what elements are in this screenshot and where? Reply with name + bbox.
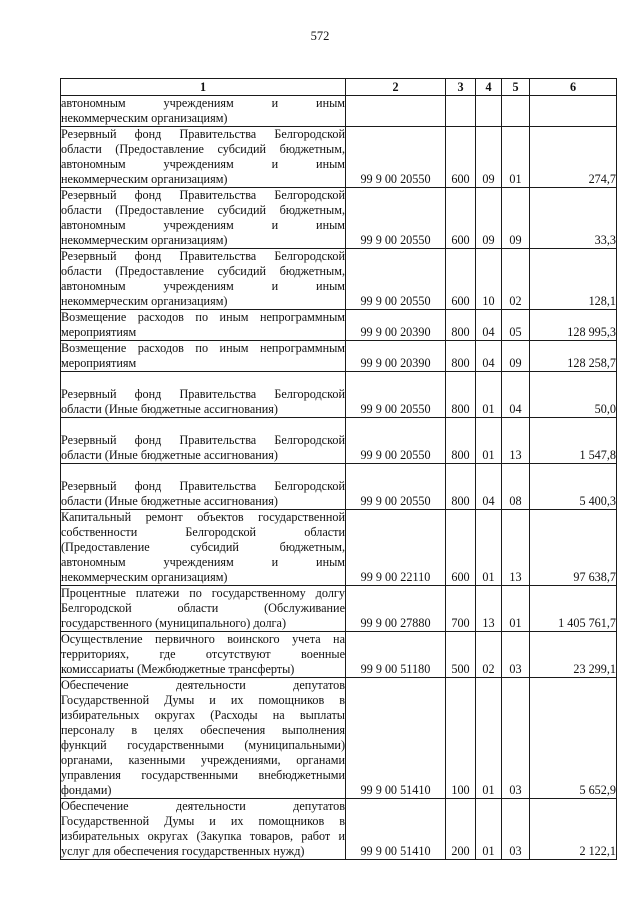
header-col-2: 2: [346, 79, 446, 96]
amount: 1 405 761,7: [530, 586, 617, 632]
subsection-code: 13: [502, 510, 530, 586]
subsection-code: 03: [502, 632, 530, 678]
expense-code: 99 9 00 27880: [346, 586, 446, 632]
header-col-4: 4: [476, 79, 502, 96]
expense-type: 800: [446, 341, 476, 372]
subsection-code: 09: [502, 188, 530, 249]
description-line: автономным учреждениям и иным: [61, 279, 345, 293]
row-description: [61, 310, 346, 341]
table-row: [61, 464, 617, 510]
amount: 23 299,1: [530, 632, 617, 678]
expense-code: 99 9 00 20390: [346, 341, 446, 372]
expense-code: 99 9 00 51410: [346, 678, 446, 799]
expense-code: 99 9 00 51180: [346, 632, 446, 678]
section-code: [476, 96, 502, 127]
description-line: государственного (муниципального) долга): [61, 616, 286, 630]
header-col-6: 6: [530, 79, 617, 96]
description-line: Государственной Думы и их помощников в: [61, 814, 345, 828]
table-row: [61, 372, 617, 418]
row-description: [61, 632, 346, 678]
expense-type: 600: [446, 188, 476, 249]
expense-type: 700: [446, 586, 476, 632]
description-line: области (Предоставление субсидий бюджетным,: [61, 142, 345, 156]
description-line: некоммерческим организациям): [61, 294, 228, 308]
description-line: автономным учреждениям и иным: [61, 157, 345, 171]
expense-code: 99 9 00 20550: [346, 372, 446, 418]
description-line: некоммерческим организациям): [61, 172, 228, 186]
description-line: [61, 464, 345, 479]
section-code: 09: [476, 188, 502, 249]
row-description: [61, 96, 346, 127]
header-col-3: 3: [446, 79, 476, 96]
description-line: управления государственными внебюджетными: [61, 768, 345, 782]
row-description: [61, 464, 346, 510]
description-line: Резервный фонд Правительства Белгородской: [61, 433, 345, 447]
description-line: Резервный фонд Правительства Белгородской: [61, 387, 345, 401]
description-line: (Предоставление субсидий бюджетным,: [61, 540, 345, 554]
subsection-code: 01: [502, 127, 530, 188]
description-line: Резервный фонд Правительства Белгородской: [61, 188, 345, 202]
expense-type: 800: [446, 464, 476, 510]
subsection-code: 03: [502, 678, 530, 799]
expense-code: 99 9 00 20550: [346, 188, 446, 249]
amount: 2 122,1: [530, 799, 617, 860]
section-code: 01: [476, 678, 502, 799]
row-description: [61, 127, 346, 188]
amount: 33,3: [530, 188, 617, 249]
section-code: 01: [476, 510, 502, 586]
page-number: 572: [310, 29, 330, 43]
expense-code: 99 9 00 51410: [346, 799, 446, 860]
description-line: персоналу в целях обеспечения выполнения: [61, 723, 345, 737]
table-row: [61, 799, 617, 860]
description-line: комиссариаты (Межбюджетные трансферты): [61, 662, 295, 676]
description-line: услуг для обеспечения государственных нужд): [61, 844, 305, 858]
amount: 274,7: [530, 127, 617, 188]
subsection-code: [502, 96, 530, 127]
description-line: функций государственными (муниципальными): [61, 738, 345, 752]
expense-code: 99 9 00 20550: [346, 418, 446, 464]
description-line: собственности Белгородской области: [61, 525, 345, 539]
subsection-code: 09: [502, 341, 530, 372]
description-line: Осуществление первичного воинского учета на: [61, 632, 345, 646]
table-row: [61, 586, 617, 632]
row-description: [61, 678, 346, 799]
amount: [530, 96, 617, 127]
description-line: мероприятиям: [61, 356, 137, 370]
description-line: фондами): [61, 783, 112, 797]
expense-type: 100: [446, 678, 476, 799]
expense-code: 99 9 00 20550: [346, 127, 446, 188]
header-col-5: 5: [502, 79, 530, 96]
section-code: 10: [476, 249, 502, 310]
description-line: Обеспечение деятельности депутатов: [61, 678, 345, 692]
row-description: [61, 341, 346, 372]
expense-code: [346, 96, 446, 127]
description-line: некоммерческим организациям): [61, 570, 228, 584]
expense-type: 800: [446, 418, 476, 464]
description-line: автономным учреждениям и иным: [61, 218, 345, 232]
description-line: Капитальный ремонт объектов государственной: [61, 510, 345, 524]
section-code: 04: [476, 341, 502, 372]
header-col-1: 1: [61, 79, 346, 96]
section-code: 04: [476, 464, 502, 510]
subsection-code: 08: [502, 464, 530, 510]
description-line: Обеспечение деятельности депутатов: [61, 799, 345, 813]
description-line: избирательных округах (Расходы на выплаты: [61, 708, 345, 722]
subsection-code: 05: [502, 310, 530, 341]
expense-type: 800: [446, 372, 476, 418]
description-line: [61, 418, 345, 433]
amount: 128 258,7: [530, 341, 617, 372]
section-code: 01: [476, 372, 502, 418]
description-line: мероприятиям: [61, 325, 137, 339]
subsection-code: 04: [502, 372, 530, 418]
expense-type: 800: [446, 310, 476, 341]
description-line: области (Иные бюджетные ассигнования): [61, 402, 278, 416]
table-row: [61, 188, 617, 249]
expense-type: 600: [446, 127, 476, 188]
table-row: [61, 632, 617, 678]
description-line: Резервный фонд Правительства Белгородской: [61, 127, 345, 141]
description-line: некоммерческим организациям): [61, 111, 228, 125]
table-row: [61, 127, 617, 188]
subsection-code: 13: [502, 418, 530, 464]
subsection-code: 02: [502, 249, 530, 310]
description-line: избирательных округах (Закупка товаров, работ и: [61, 829, 345, 843]
description-line: Государственной Думы и их помощников в: [61, 693, 345, 707]
description-line: Возмещение расходов по иным непрограммным: [61, 310, 345, 324]
amount: 1 547,8: [530, 418, 617, 464]
expense-type: 600: [446, 249, 476, 310]
description-line: Возмещение расходов по иным непрограммным: [61, 341, 345, 355]
description-line: Процентные платежи по государственному долгу: [61, 586, 345, 600]
description-line: области (Предоставление субсидий бюджетным,: [61, 203, 345, 217]
section-code: 09: [476, 127, 502, 188]
expense-type: 500: [446, 632, 476, 678]
expense-code: 99 9 00 20550: [346, 464, 446, 510]
table-row: [61, 249, 617, 310]
header-row: [61, 79, 617, 96]
expense-code: 99 9 00 22110: [346, 510, 446, 586]
expense-code: 99 9 00 20550: [346, 249, 446, 310]
subsection-code: 01: [502, 586, 530, 632]
row-description: [61, 372, 346, 418]
row-description: [61, 586, 346, 632]
table-row: [61, 510, 617, 586]
budget-table: [60, 78, 617, 860]
row-description: [61, 249, 346, 310]
section-code: 01: [476, 418, 502, 464]
expense-code: 99 9 00 20390: [346, 310, 446, 341]
table-row: [61, 678, 617, 799]
row-description: [61, 188, 346, 249]
table-row: [61, 310, 617, 341]
amount: 5 652,9: [530, 678, 617, 799]
amount: 128,1: [530, 249, 617, 310]
description-line: территориях, где отсутствуют военные: [61, 647, 345, 661]
amount: 50,0: [530, 372, 617, 418]
description-line: [61, 372, 345, 387]
table-row: [61, 96, 617, 127]
expense-type: [446, 96, 476, 127]
section-code: 02: [476, 632, 502, 678]
description-line: области (Иные бюджетные ассигнования): [61, 448, 278, 462]
row-description: [61, 418, 346, 464]
description-line: автономным учреждениям и иным: [61, 96, 345, 110]
expense-type: 200: [446, 799, 476, 860]
table-row: [61, 418, 617, 464]
amount: 128 995,3: [530, 310, 617, 341]
description-line: автономным учреждениям и иным: [61, 555, 345, 569]
table-row: [61, 341, 617, 372]
description-line: области (Предоставление субсидий бюджетным,: [61, 264, 345, 278]
amount: 5 400,3: [530, 464, 617, 510]
section-code: 01: [476, 799, 502, 860]
description-line: Резервный фонд Правительства Белгородской: [61, 249, 345, 263]
subsection-code: 03: [502, 799, 530, 860]
row-description: [61, 510, 346, 586]
section-code: 13: [476, 586, 502, 632]
description-line: Резервный фонд Правительства Белгородской: [61, 479, 345, 493]
description-line: области (Иные бюджетные ассигнования): [61, 494, 278, 508]
description-line: Белгородской области (Обслуживание: [61, 601, 345, 615]
section-code: 04: [476, 310, 502, 341]
amount: 97 638,7: [530, 510, 617, 586]
description-line: органами, казенными учреждениями, органами: [61, 753, 345, 767]
expense-type: 600: [446, 510, 476, 586]
row-description: [61, 799, 346, 860]
description-line: некоммерческим организациям): [61, 233, 228, 247]
